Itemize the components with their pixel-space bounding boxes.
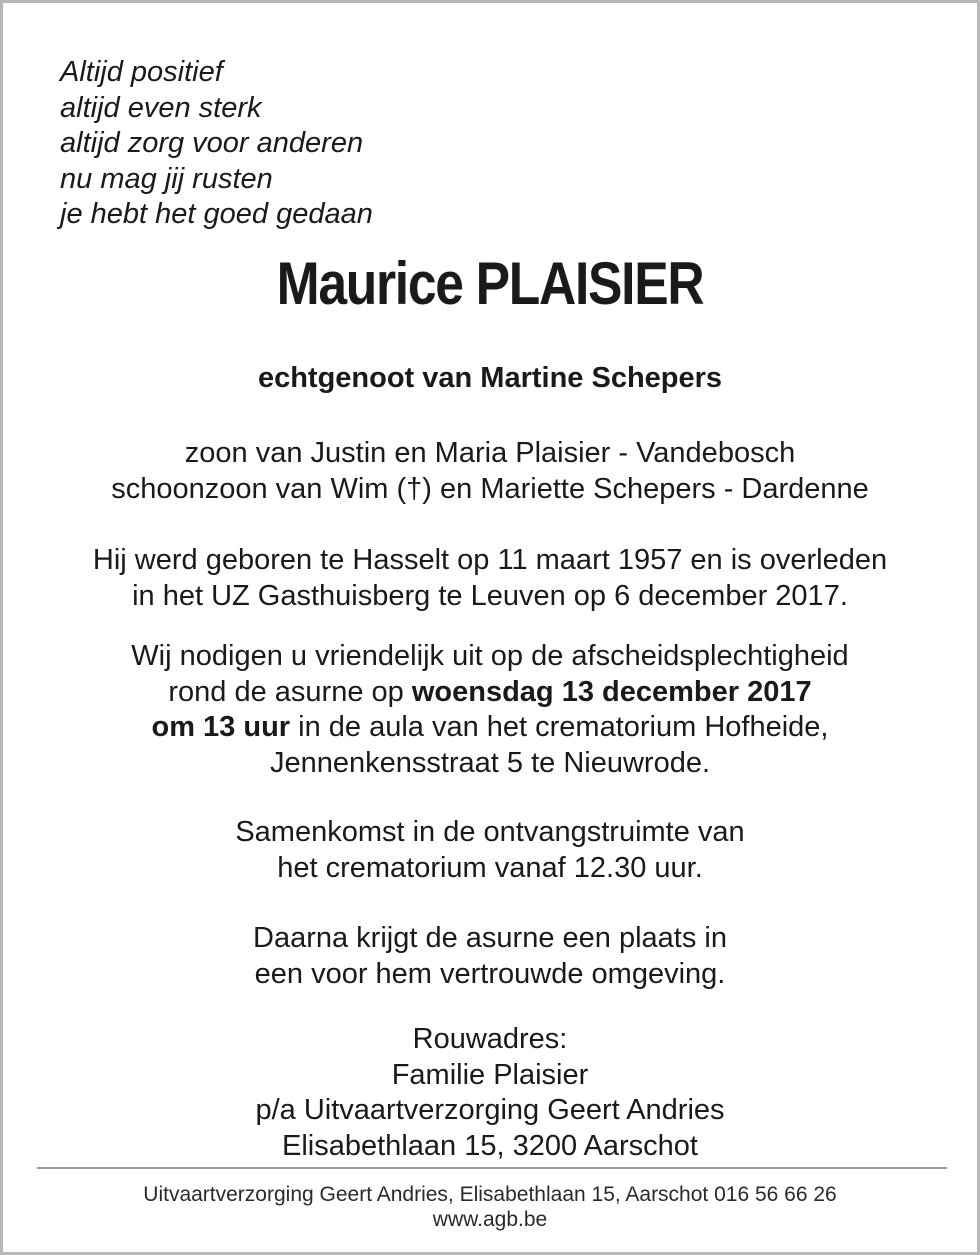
- invitation-text: rond de asurne op: [168, 675, 412, 708]
- address-line: p/a Uitvaartverzorging Geert Andries: [255, 1094, 725, 1126]
- ceremony-address: Jennenkensstraat 5 te Nieuwrode.: [269, 746, 711, 779]
- gathering-block: [3, 815, 977, 886]
- poem-line: nu mag jij rusten: [60, 162, 273, 195]
- address-line: Familie Plaisier: [391, 1058, 589, 1091]
- poem-line: Altijd positief: [60, 56, 223, 88]
- invitation-line: [3, 675, 977, 711]
- parents-block: [3, 436, 977, 507]
- gathering-line: het crematorium vanaf 12.30 uur.: [277, 851, 703, 884]
- death-line: in het UZ Gasthuisberg te Leuven op 6 december 2017.: [132, 579, 848, 612]
- ceremony-time: om 13 uur: [151, 711, 291, 743]
- invitation-text: in de aula van het crematorium Hofheide,: [290, 711, 829, 743]
- ceremony-date: woensdag 13 december 2017: [411, 675, 812, 708]
- urn-block: [3, 921, 977, 992]
- gathering-line: Samenkomst in de ontvangstruimte van: [235, 816, 745, 848]
- deceased-name: Maurice PLAISIER: [276, 250, 704, 317]
- urn-line: een voor hem vertrouwde omgeving.: [254, 957, 726, 990]
- parents-in-law-line: schoonzoon van Wim (†) en Mariette Schepers - Dardenne: [111, 472, 869, 505]
- poem: [60, 55, 373, 233]
- footer-company-line: Uitvaartverzorging Geert Andries, Elisabethlaan 15, Aarschot 016 56 66 26: [143, 1183, 837, 1206]
- mourning-address-block: [3, 1022, 977, 1164]
- urn-line: Daarna krijgt de asurne een plaats in: [253, 922, 727, 954]
- invitation-line: [3, 710, 977, 746]
- address-line: Elisabethlaan 15, 3200 Aarschot: [282, 1129, 698, 1162]
- invitation-block: [3, 639, 977, 781]
- parents-line: zoon van Justin en Maria Plaisier - Vandebosch: [184, 437, 796, 469]
- invitation-line: Wij nodigen u vriendelijk uit op de afscheidsplechtigheid: [131, 640, 849, 672]
- spouse-line: echtgenoot van Martine Schepers: [257, 362, 723, 394]
- birth-line: Hij werd geboren te Hasselt op 11 maart 1957 en is overleden: [92, 544, 888, 576]
- footer-divider: [37, 1167, 947, 1169]
- birth-death-block: [3, 543, 977, 614]
- footer: [3, 1182, 977, 1232]
- poem-line: altijd zorg voor anderen: [60, 127, 364, 159]
- poem-line: je hebt het goed gedaan: [60, 198, 373, 230]
- address-heading: Rouwadres:: [412, 1023, 568, 1055]
- poem-line: altijd even sterk: [60, 91, 262, 124]
- footer-website-link[interactable]: www.agb.be: [432, 1208, 548, 1231]
